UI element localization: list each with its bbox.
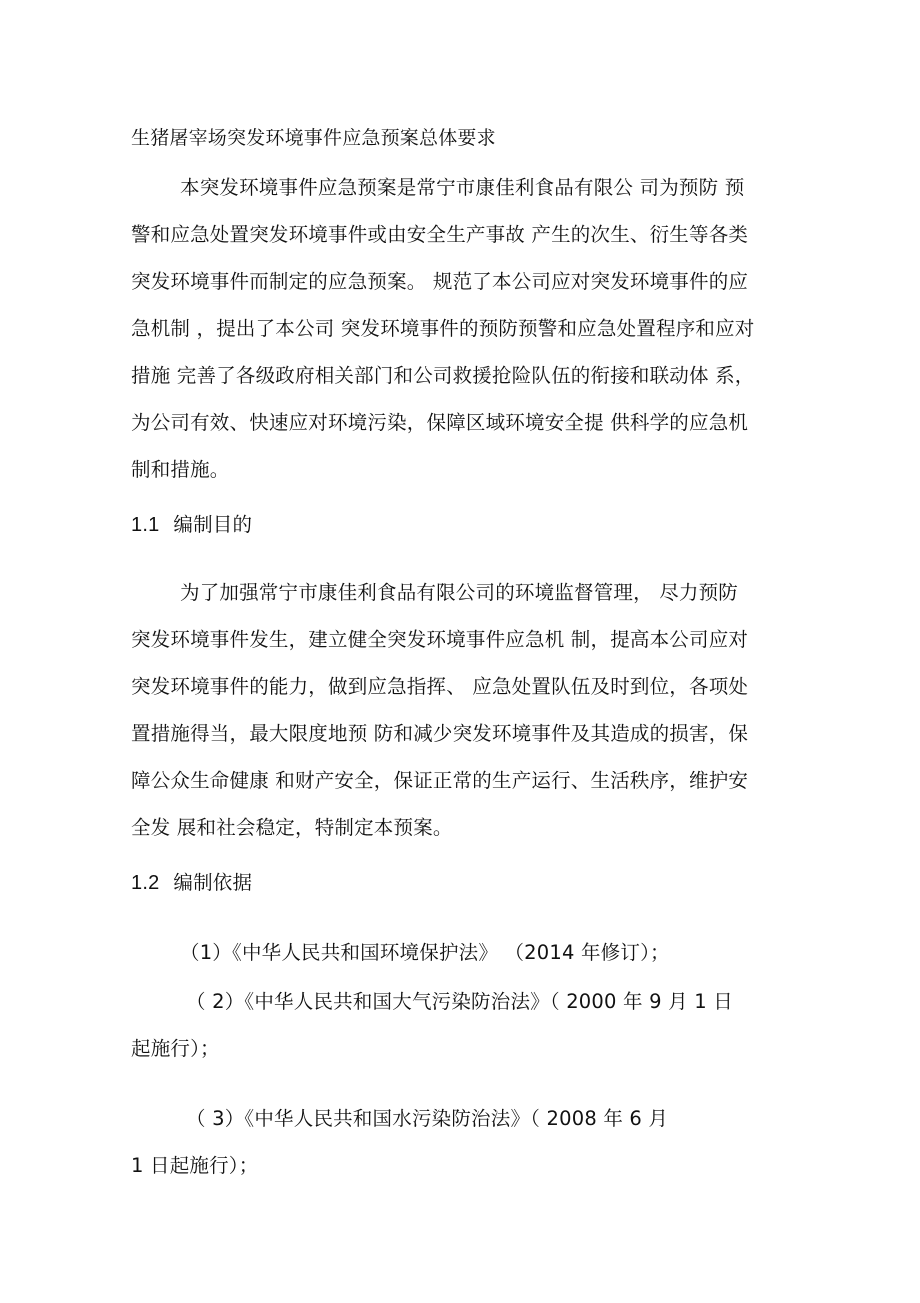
law-list-item: （ 3）《中华人民共和国水污染防治法》（ 2008 年 6 月: [186, 1107, 669, 1130]
law-list-item-continued: 1 日起施行）；: [131, 1154, 259, 1177]
intro-paragraph-line: 警和应急处置突发环境事件或由安全生产事故 产生的次生、衍生等各类: [131, 223, 749, 246]
purpose-paragraph-line: 突发环境事件的能力，做到应急指挥、 应急处置队伍及时到位，各项处: [131, 675, 749, 698]
intro-paragraph-line: 措施 完善了各级政府相关部门和公司救援抢险队伍的衔接和联动体 系，: [131, 364, 755, 387]
section-title: 编制依据: [173, 871, 253, 894]
intro-paragraph-line: 本突发环境事件应急预案是常宁市康佳利食品有限公 司为预防 预: [180, 176, 745, 199]
intro-paragraph-line: 急机制 ，提出了本公司 突发环境事件的预防预警和应急处置程序和应对: [131, 317, 755, 340]
purpose-paragraph-line: 突发环境事件发生，建立健全突发环境事件应急机 制，提高本公司应对: [131, 628, 749, 651]
purpose-paragraph-line: 为了加强常宁市康佳利食品有限公司的环境监督管理， 尽力预防: [180, 581, 738, 604]
section-1-1-heading: [131, 511, 252, 539]
purpose-paragraph-line: 障公众生命健康 和财产安全，保证正常的生产运行、生活秩序，维护安: [131, 769, 749, 792]
law-list-item: （1）《中华人民共和国环境保护法》 （2014 年修订）；: [180, 941, 670, 964]
section-number: 1.1: [131, 514, 160, 536]
law-list-item-continued: 起施行）；: [131, 1037, 220, 1060]
section-number: 1.2: [131, 872, 160, 894]
intro-paragraph-line: 制和措施。: [131, 458, 230, 481]
law-list-item: （ 2）《中华人民共和国大气污染防治法》（ 2000 年 9 月 1 日: [186, 990, 733, 1013]
section-title: 编制目的: [173, 513, 253, 536]
purpose-paragraph-line: 置措施得当，最大限度地预 防和减少突发环境事件及其造成的损害，保: [131, 722, 749, 745]
intro-paragraph-line: 突发环境事件而制定的应急预案。 规范了本公司应对突发环境事件的应: [131, 270, 749, 293]
document-title: 生猪屠宰场突发环境事件应急预案总体要求: [131, 127, 496, 149]
intro-paragraph-line: 为公司有效、快速应对环境污染，保障区域环境安全提 供科学的应急机: [131, 411, 749, 434]
section-1-2-heading: [131, 869, 252, 897]
purpose-paragraph-line: 全发 展和社会稳定，特制定本预案。: [131, 816, 453, 839]
